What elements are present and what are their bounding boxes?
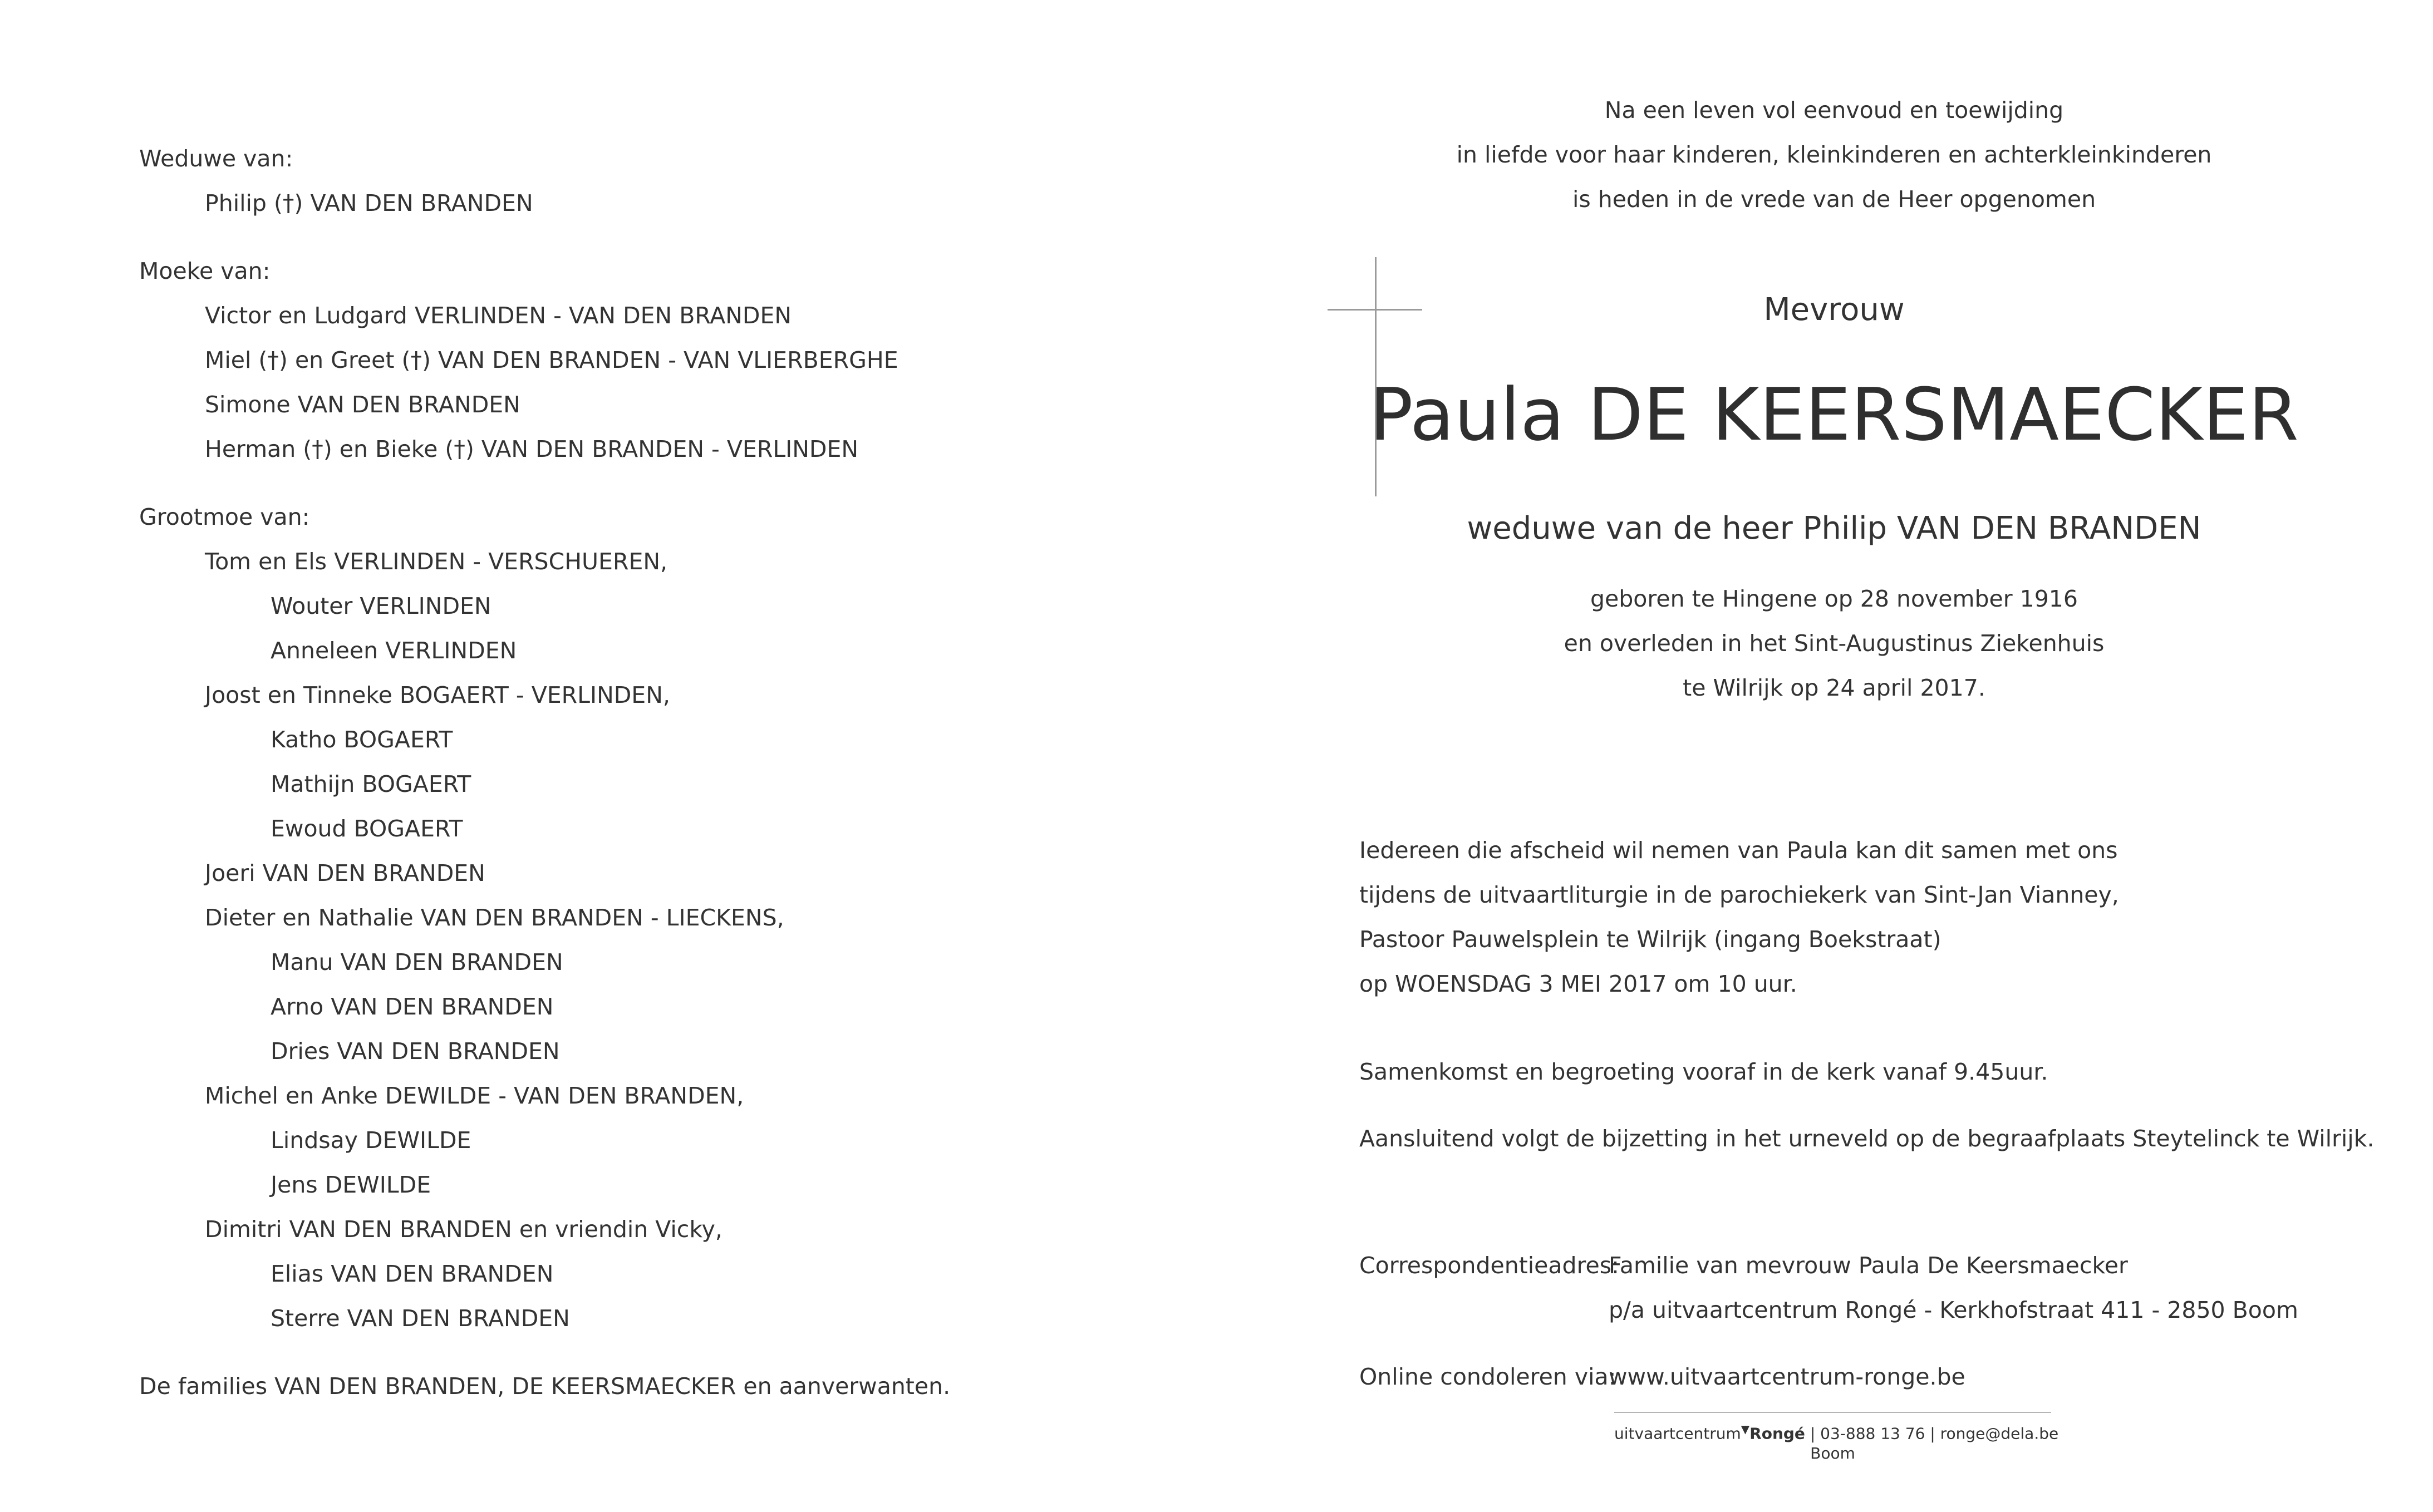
burial-info	[1359, 1116, 2375, 1161]
great-grandchild: Wouter VERLINDEN	[271, 593, 491, 619]
grandchild-family: Dimitri VAN DEN BRANDEN en vriendin Vicky,	[205, 1216, 722, 1243]
widow-of-label: Weduwe van:	[139, 145, 293, 172]
great-grandchild: Anneleen VERLINDEN	[271, 637, 517, 664]
grandchild-family: Joeri VAN DEN BRANDEN	[205, 860, 485, 886]
great-grandchild: Sterre VAN DEN BRANDEN	[271, 1305, 570, 1332]
great-grandchild: Elias VAN DEN BRANDEN	[271, 1260, 554, 1287]
logo-mark-icon: ▼	[1741, 1422, 1750, 1436]
online-condolence	[1359, 1355, 2361, 1399]
intro-line: in liefde voor haar kinderen, kleinkinderen en achterkleinkinderen	[1456, 141, 2212, 168]
intro-text	[1358, 88, 2310, 221]
ceremony-line: Pastoor Pauwelsplein te Wilrijk (ingang Boekstraat)	[1359, 926, 1942, 953]
ceremony-line: op WOENSDAG 3 MEI 2017 om 10 uur.	[1359, 971, 1797, 997]
family-list	[139, 136, 1308, 1408]
deceased-name: Paula DE KEERSMAECKER	[1369, 372, 2299, 457]
footer-prefix: uitvaartcentrum	[1614, 1424, 1741, 1443]
great-grandchild: Katho BOGAERT	[271, 726, 453, 753]
online-url-link[interactable]: www.uitvaartcentrum-ronge.be	[1609, 1363, 1965, 1390]
great-grandchild: Jens DEWILDE	[271, 1171, 431, 1198]
great-grandchild: Manu VAN DEN BRANDEN	[271, 949, 563, 976]
life-dates	[1358, 577, 2310, 710]
correspondence-line: p/a uitvaartcentrum Rongé - Kerkhofstraat 411 - 2850 Boom	[1609, 1297, 2298, 1323]
intro-line: is heden in de vrede van de Heer opgenomen	[1572, 186, 2096, 213]
child-entry: Simone VAN DEN BRANDEN	[205, 391, 520, 418]
honorific: Mevrouw	[1763, 292, 1905, 328]
date-line: te Wilrijk op 24 april 2017.	[1683, 674, 1985, 701]
footer-brand: Rongé	[1749, 1424, 1805, 1443]
date-line: geboren te Hingene op 28 november 1916	[1590, 585, 2078, 612]
ceremony-line: Iedereen die afscheid wil nemen van Paula kan dit samen met ons	[1359, 837, 2118, 864]
footer-city: Boom	[1810, 1444, 1855, 1462]
grandmother-of-label: Grootmoe van:	[139, 504, 310, 530]
child-entry: Miel (†) en Greet (†) VAN DEN BRANDEN - VAN VLIERBERGHE	[205, 347, 898, 373]
mother-of-label: Moeke van:	[139, 258, 271, 284]
date-line: en overleden in het Sint-Augustinus Ziekenhuis	[1564, 630, 2105, 657]
correspondence-label: Correspondentieadres:	[1359, 1252, 1619, 1279]
families-line: De families VAN DEN BRANDEN, DE KEERSMAECKER en aanverwanten.	[139, 1373, 951, 1400]
child-entry: Herman (†) en Bieke (†) VAN DEN BRANDEN - VERLINDEN	[205, 436, 859, 462]
intro-line: Na een leven vol eenvoud en toewijding	[1604, 97, 2064, 124]
grandchild-family: Dieter en Nathalie VAN DEN BRANDEN - LIECKENS,	[205, 904, 784, 931]
ceremony-line: tijdens de uitvaartliturgie in de parochiekerk van Sint-Jan Vianney,	[1359, 881, 2119, 908]
gathering-line: Samenkomst en begroeting vooraf in de kerk vanaf 9.45uur.	[1359, 1058, 2048, 1085]
grandchild-family: Michel en Anke DEWILDE - VAN DEN BRANDEN,	[205, 1082, 744, 1109]
footer-divider	[1614, 1412, 2051, 1413]
grandchild-family: Tom en Els VERLINDEN - VERSCHUEREN,	[205, 548, 668, 575]
widow-of-name: Philip (†) VAN DEN BRANDEN	[205, 190, 533, 216]
grandchild-family: Joost en Tinneke BOGAERT - VERLINDEN,	[205, 682, 670, 708]
gathering-info	[1359, 1050, 2361, 1094]
great-grandchild: Mathijn BOGAERT	[271, 771, 471, 797]
online-label: Online condoleren via:	[1359, 1363, 1616, 1390]
correspondence-line: Familie van mevrouw Paula De Keersmaecker	[1609, 1252, 2128, 1279]
great-grandchild: Arno VAN DEN BRANDEN	[271, 993, 554, 1020]
child-entry: Victor en Ludgard VERLINDEN - VAN DEN BRANDEN	[205, 302, 792, 329]
widow-line: weduwe van de heer Philip VAN DEN BRANDEN	[1467, 510, 2201, 546]
footer-contact: | 03-888 13 76 | ronge@dela.be	[1810, 1424, 2059, 1443]
great-grandchild: Lindsay DEWILDE	[271, 1127, 471, 1154]
ceremony-info	[1359, 828, 2361, 1006]
burial-line: Aansluitend volgt de bijzetting in het urneveld op de begraafplaats Steytelinck te Wilrijk.	[1359, 1125, 2375, 1152]
great-grandchild: Dries VAN DEN BRANDEN	[271, 1038, 560, 1065]
great-grandchild: Ewoud BOGAERT	[271, 815, 463, 842]
